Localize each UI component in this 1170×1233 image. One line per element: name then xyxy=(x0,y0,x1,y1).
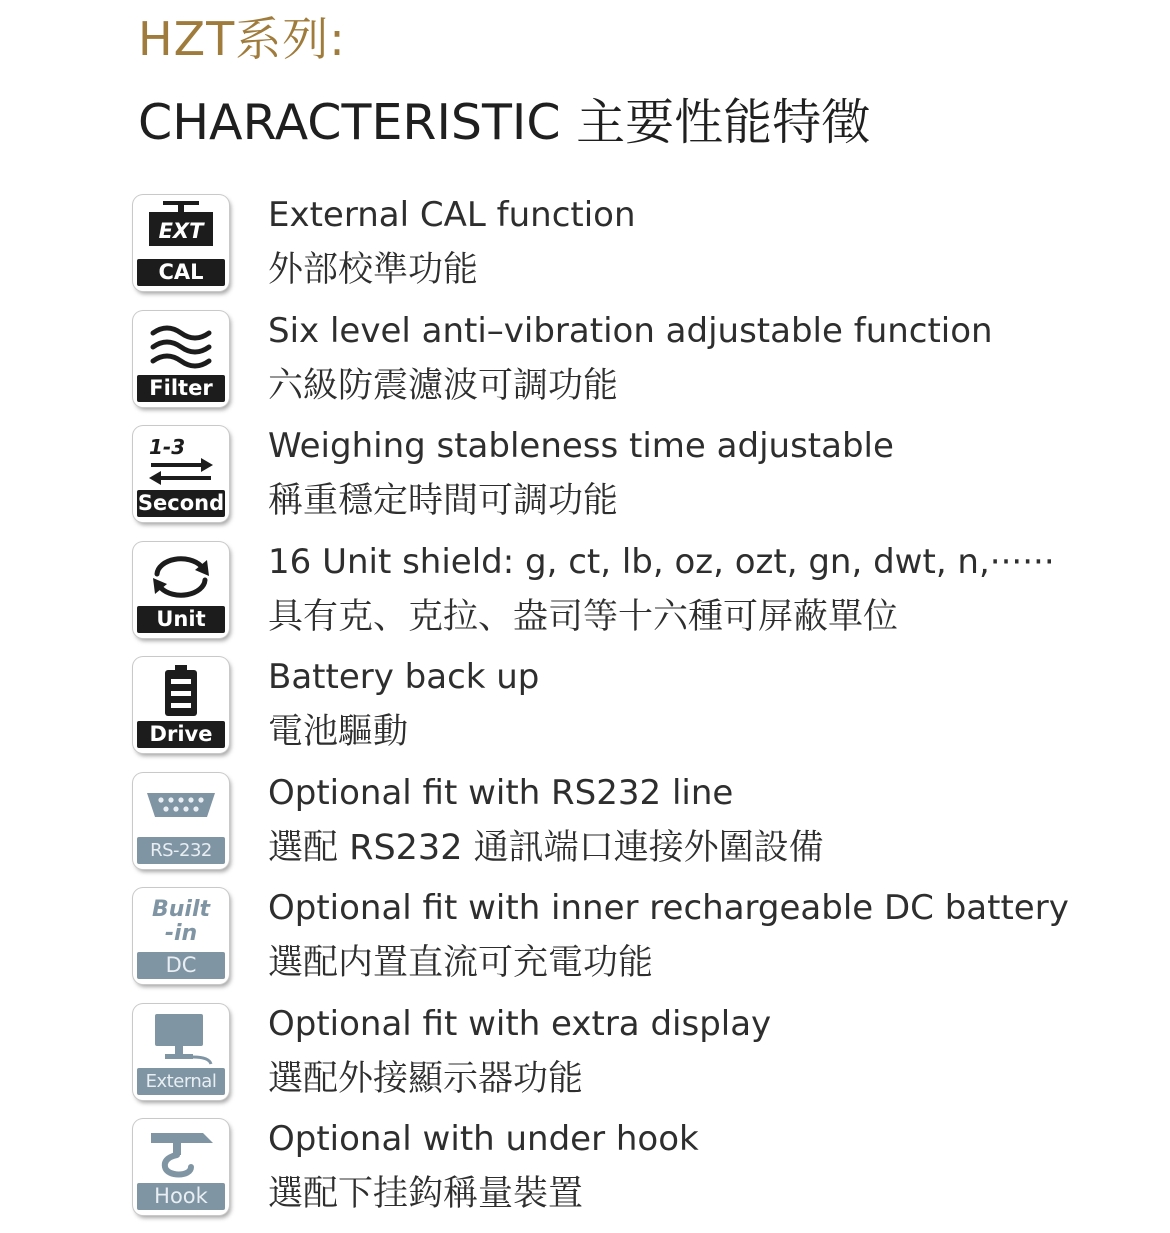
badge-tag: Filter xyxy=(137,375,225,402)
feature-en: Battery back up xyxy=(268,657,540,697)
filter-waves-glyph xyxy=(133,311,229,377)
feature-en: Weighing stableness time adjustable xyxy=(268,426,894,466)
monitor-glyph xyxy=(133,1004,229,1070)
badge-tag: Hook xyxy=(137,1183,225,1210)
badge-tag: Drive xyxy=(137,721,225,748)
feature-zh: 電池驅動 xyxy=(268,712,409,752)
in-label: -in xyxy=(164,921,198,946)
feature-item xyxy=(0,308,1170,424)
stable-time-arrows-icon xyxy=(133,426,229,522)
feature-en: 16 Unit shield: g, ct, lb, oz, ozt, gn, dwt, n,······ xyxy=(268,541,1055,582)
unit-cycle-glyph xyxy=(133,542,229,608)
feature-en: Optional fit with extra display xyxy=(268,1003,772,1044)
badge-tag: External xyxy=(137,1068,225,1095)
series-title: HZT系列: xyxy=(138,12,346,66)
stable-range-label: 1-3 xyxy=(149,435,186,459)
serial-port-icon xyxy=(133,773,229,869)
feature-zh: 外部校準功能 xyxy=(268,250,479,290)
feature-en: Optional fit with inner rechargeable DC battery xyxy=(268,888,1069,928)
ext-cal-icon xyxy=(133,195,229,291)
hook-icon xyxy=(133,1119,229,1215)
feature-zh: 六級防震濾波可調功能 xyxy=(268,365,619,406)
built-in-glyph xyxy=(133,888,229,954)
stable-time-glyph xyxy=(133,426,229,492)
feature-zh: 選配外接顯示器功能 xyxy=(268,1058,584,1099)
filter-waves-icon xyxy=(133,311,229,407)
built-in-text-icon xyxy=(133,888,229,984)
badge-tag: Second xyxy=(137,491,225,515)
feature-item xyxy=(0,654,1170,770)
feature-item xyxy=(0,770,1170,886)
serial-port-glyph xyxy=(133,773,229,839)
badge-tag: Unit xyxy=(137,606,225,633)
feature-en: External CAL function xyxy=(268,195,636,235)
badge-tag: RS-232 xyxy=(137,837,225,864)
badge-tag: CAL xyxy=(137,259,225,286)
feature-zh: 稱重穩定時間可調功能 xyxy=(268,481,619,521)
ext-cal-glyph xyxy=(133,195,229,261)
feature-list xyxy=(0,192,1170,1232)
built-label: Built xyxy=(151,897,211,922)
feature-zh: 選配下挂鈎稱量裝置 xyxy=(268,1174,584,1214)
feature-item xyxy=(0,1001,1170,1117)
feature-item xyxy=(0,1116,1170,1232)
feature-zh: 選配 RS232 通訊端口連接外圍設備 xyxy=(268,827,824,868)
feature-zh: 具有克、克拉、盎司等十六種可屏蔽單位 xyxy=(268,596,899,637)
ext-label: EXT xyxy=(158,219,204,243)
feature-en: Optional with under hook xyxy=(268,1119,699,1159)
badge-tag: DC xyxy=(137,952,225,979)
battery-glyph xyxy=(133,657,229,723)
battery-icon xyxy=(133,657,229,753)
unit-cycle-icon xyxy=(133,542,229,638)
hook-glyph xyxy=(133,1119,229,1185)
feature-en: Six level anti–vibration adjustable function xyxy=(268,310,993,351)
feature-en: Optional fit with RS232 line xyxy=(268,772,734,813)
feature-item xyxy=(0,192,1170,308)
section-title: CHARACTERISTIC 主要性能特徵 xyxy=(138,94,871,151)
feature-item xyxy=(0,423,1170,539)
feature-zh: 選配内置直流可充電功能 xyxy=(268,943,654,983)
feature-item xyxy=(0,885,1170,1001)
monitor-icon xyxy=(133,1004,229,1100)
feature-item xyxy=(0,539,1170,655)
